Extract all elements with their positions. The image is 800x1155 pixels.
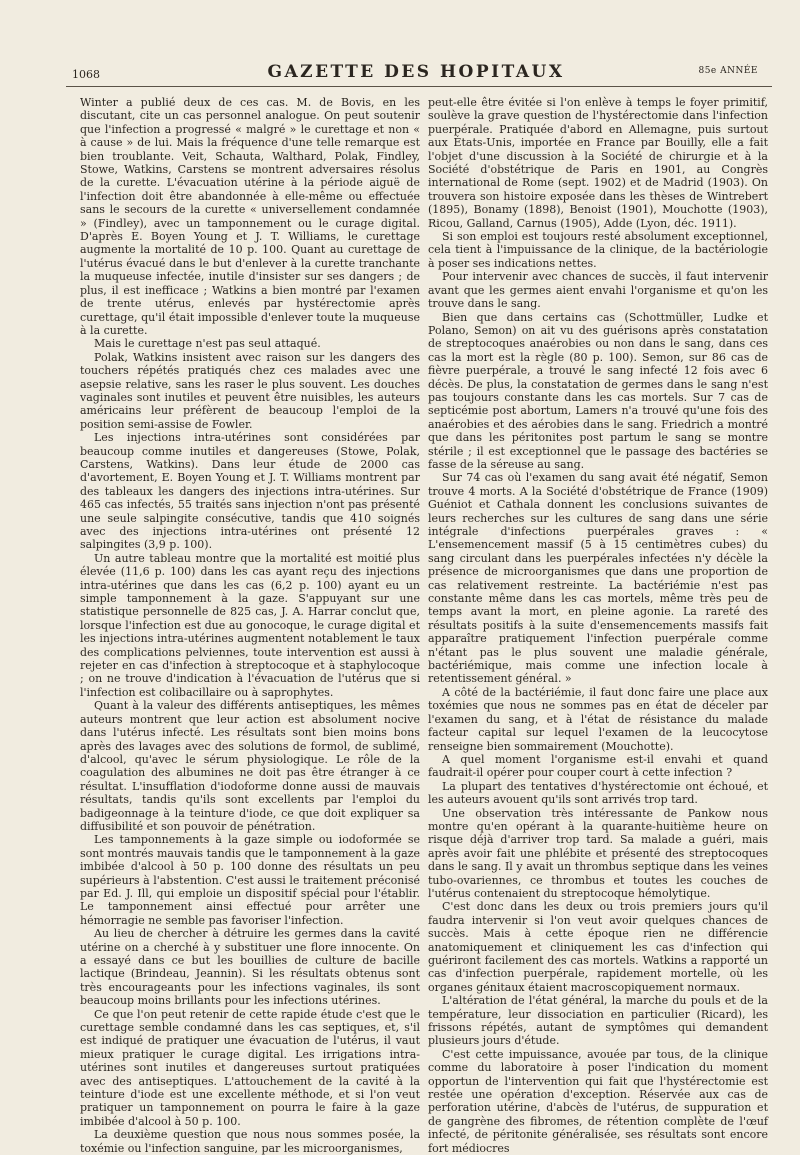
left-column <box>80 96 420 1155</box>
paragraph: Bien que dans certains cas (Schottmüller, Ludke et Polano, Semon) on ait vu des guérisons après constatation de streptocoques anaérobies ou non dans le sang, dans ces cas la mort est la règle (80 p. 100). Semon, sur 86 cas de fièvre puerpérale, a trouvé le sang infecté 12 fois avec 6 décès. De plus, la constatation de germes dans le sang n'est pas toujours constante dans les cas mortels. Sur 7 cas de septicémie post abortum, Lamers n'a trouvé qu'une fois des anaérobies et des aérobies dans le sang. Friedrich a montré que dans les péritonites post partum le sang se montre stérile ; il est exceptionnel que le passage des bactéries se fasse de la séreuse au sang. <box>428 310 768 471</box>
paragraph: Au lieu de chercher à détruire les germes dans la cavité utérine on a cherché à y substituer une flore innocente. On a essayé dans ce but les bouillies de culture de bacille lactique (Brindeau, Jeannin). Si les résultats obtenus sont très encourageants pour les infections vaginales, ils sont beaucoup moins brillants pour les infections utérines. <box>80 927 420 1008</box>
paragraph: C'est donc dans les deux ou trois premiers jours qu'il faudra intervenir si l'on veut avoir quelques chances de succès. Mais à cette époque rien ne différencie anatomiquement et cliniquement les cas d'infection qui guériront facilement des cas mortels. Watkins a rapporté un cas d'infection puerpérale, rapidement mortelle, où les organes génitaux étaient macroscopiquement normaux. <box>428 900 768 994</box>
year-label: 85e ANNÉE <box>698 66 758 76</box>
right-column <box>428 96 768 1155</box>
paragraph: C'est cette impuissance, avouée par tous, de la clinique comme du laboratoire à poser l'indication du moment opportun de l'intervention qui fait que l'hystérectomie est restée une opération d'exception. Réservée aux cas de perforation utérine, d'abcès de l'utérus, de suppuration et de gangrène des fibromes, de rétention complète de l'œuf infecté, de péritonite généralisée, ses résultats sont encore fort médiocres <box>428 1047 768 1155</box>
paragraph: Polak, Watkins insistent avec raison sur les dangers des touchers répétés pratiqués chez ces malades avec une asepsie relative, sans les raser le plus souvent. Les douches vaginales sont inutiles et peuvent être nuisibles, les auteurs américains leur préfèrent de beaucoup l'emploi de la position semi-assise de Fowler. <box>80 350 420 431</box>
header-rule <box>66 86 772 87</box>
paragraph: Les injections intra-utérines sont considérées par beaucoup comme inutiles et dangereuses (Stowe, Polak, Carstens, Watkins). Dans leur étude de 2000 cas d'avortement, E. Boyen Young et J. T. Williams montrent par des tableaux les dangers des injections intra-utérines. Sur 465 cas infectés, 55 traités sans injection n'ont pas présenté une seule salpingite consécutive, tandis que 410 soignés avec des injections intra-utérines ont présenté 12 salpingites (3,9 p. 100). <box>80 431 420 552</box>
paragraph: La plupart des tentatives d'hystérectomie ont échoué, et les auteurs avouent qu'ils sont arrivés trop tard. <box>428 779 768 807</box>
paragraph: A côté de la bactériémie, il faut donc faire une place aux toxémies que nous ne sommes pas en état de déceler par l'examen du sang, et à l'état de résistance du malade facteur capital sur lequel l'examen de la leucocytose renseigne bien sommairement (Mouchotte). <box>428 685 768 753</box>
paragraph: La deuxième question que nous nous sommes posée, la toxémie ou l'infection sanguine, par les microorganismes, <box>80 1128 420 1155</box>
page-number: 1068 <box>72 68 100 81</box>
paragraph: Si son emploi est toujours resté absolument exceptionnel, cela tient à l'impuissance de la clinique, de la bactériologie à poser ses indications nettes. <box>428 230 768 270</box>
paragraph: Winter a publié deux de ces cas. M. de Bovis, en les discutant, cite un cas personnel analogue. On peut soutenir que l'infection a progressé « malgré » le curettage et non « à cause » de lui. Mais la fréquence d'une telle remarque est bien troublante. Veit, Schauta, Walthard, Polak, Findley, Stowe, Watkins, Carstens se montrent adversaires résolus de la curette. L'évacuation utérine à la période aiguë de l'infection doit être abandonnée à elle-même ou effectuée sans le secours de la curette « universellement condamnée » (Findley), avec un tamponnement ou le curage digital. D'après E. Boyen Young et J. T. Williams, le curettage augmente la mortalité de 10 p. 100. Quant au curettage de l'utérus évacué dans le but d'enlever à la curette tranchante la muqueuse infectée, inutile d'insister sur ses dangers ; de plus, il est inefficace ; Watkins a bien montré par l'examen de trente utérus, enlevés par hystérectomie après curettage, qu'il était impossible d'enlever toute la muqueuse à la curette. <box>80 96 420 337</box>
paragraph: Les tamponnements à la gaze simple ou iodoformée se sont montrés mauvais tandis que le tamponnement à la gaze imbibée d'alcool à 50 p. 100 donne des résultats un peu supérieurs à l'abstention. C'est aussi le traitement préconisé par Ed. J. Ill, qui emploie un dispositif spécial pour l'établir. Le tamponnement ainsi effectué pour arrêter une hémorragie ne semble pas favoriser l'infection. <box>80 833 420 927</box>
paragraph: A quel moment l'organisme est-il envahi et quand faudrait-il opérer pour couper court à cette infection ? <box>428 752 768 780</box>
paragraph: Ce que l'on peut retenir de cette rapide étude c'est que le curettage semble condamné dans les cas septiques, et, s'il est indiqué de pratiquer une évacuation de l'utérus, il vaut mieux pratiquer le curage digital. Les irrigations intra-utérines sont inutiles et dangereuses surtout pratiquées avec des antiseptiques. L'attouchement de la cavité à la teinture d'iode est une excellente méthode, et si l'on veut pratiquer un tamponnement on pourra le faire à la gaze imbibée d'alcool à 50 p. 100. <box>80 1007 420 1128</box>
paragraph: Mais le curettage n'est pas seul attaqué. <box>94 337 321 351</box>
paragraph: Une observation très intéressante de Pankow nous montre qu'en opérant à la quarante-huitième heure on risque déjà d'arriver trop tard. Sa malade a guéri, mais après avoir fait une phlébite et présenté des streptocoques dans le sang. Il y avait un thrombus septique dans les veines tubo-ovariennes, ce thrombus et toutes les couches de l'utérus contenaient du streptocoque hémolytique. <box>428 806 768 900</box>
paragraph: peut-elle être évitée si l'on enlève à temps le foyer primitif, soulève la grave question de l'hystérectomie dans l'infection puerpérale. Pratiquée d'abord en Allemagne, puis surtout aux États-Unis, importée en France par Bouilly, elle a fait l'objet d'une discussion à la Société de chirurgie et à la Société d'obstétrique de Paris en 1901, au Congrès international de Rome (sept. 1902) et de Madrid (1903). On trouvera son histoire exposée dans les thèses de Wintrebert (1895), Bonamy (1898), Benoist (1901), Mouchotte (1903), Ricou, Galland, Carnus (1905), Adde (Lyon, déc. 1911). <box>428 96 768 230</box>
paragraph: Un autre tableau montre que la mortalité est moitié plus élevée (11,6 p. 100) dans les cas ayant reçu des injections intra-utérines que dans les cas (6,2 p. 100) ayant eu un simple tamponnement à la gaze. S'appuyant sur une statistique personnelle de 825 cas, J. A. Harrar conclut que, lorsque l'infection est due au gonocoque, le curage digital et les injections intra-utérines augmentent notablement le taux des complications pelviennes, toute intervention est aussi à rejeter en cas d'infection à streptocoque et à staphylocoque ; on ne trouve d'indication à l'évacuation de l'utérus que si l'infection est colibacillaire ou à saprophytes. <box>80 551 420 699</box>
paragraph: Pour intervenir avec chances de succès, il faut intervenir avant que les germes aient envahi l'organisme et qu'on les trouve dans le sang. <box>428 270 768 311</box>
paragraph: Quant à la valeur des différents antiseptiques, les mêmes auteurs montrent que leur action est absolument nocive dans l'utérus infecté. Les résultats sont bien moins bons après des lavages avec des solutions de formol, de sublimé, d'alcool, qu'avec le sérum physiologique. Le rôle de la coagulation des albumines ne doit pas être étranger à ce résultat. L'insufflation d'iodoforme donne aussi de mauvais résultats, tandis qu'ils sont excellents par l'emploi du badigeonnage à la teinture d'iode, ce que doit expliquer sa diffusibilité et son pouvoir de pénétration. <box>80 699 420 833</box>
page-header <box>62 62 770 86</box>
paragraph: L'altération de l'état général, la marche du pouls et de la température, leur dissociation en particulier (Ricard), les frissons répétés, autant de symptômes qui demandent plusieurs jours d'étude. <box>428 994 768 1048</box>
paragraph: Sur 74 cas où l'examen du sang avait été négatif, Semon trouve 4 morts. A la Société d'obstétrique de France (1909) Guéniot et Cathala donnent les conclusions suivantes de leurs recherches sur les cultures de sang dans une série intégrale d'infections puerpérales graves : « L'ensemencement massif (5 à 15 centimètres cubes) du sang circulant dans les puerpérales infectées n'y décèle la présence de microorganismes que dans une proportion de cas relativement restreinte. La bactériémie n'est pas constante même dans les cas mortels, même très peu de temps avant la mort, en pleine agonie. La rareté des résultats positifs à la suite d'ensemencements massifs fait apparaître pratiquement l'infection puerpérale comme n'étant pas le plus souvent une maladie générale, bactériémique, mais comme une infection locale à retentissement général. » <box>428 471 768 686</box>
journal-title: GAZETTE DES HOPITAUX <box>267 62 565 82</box>
